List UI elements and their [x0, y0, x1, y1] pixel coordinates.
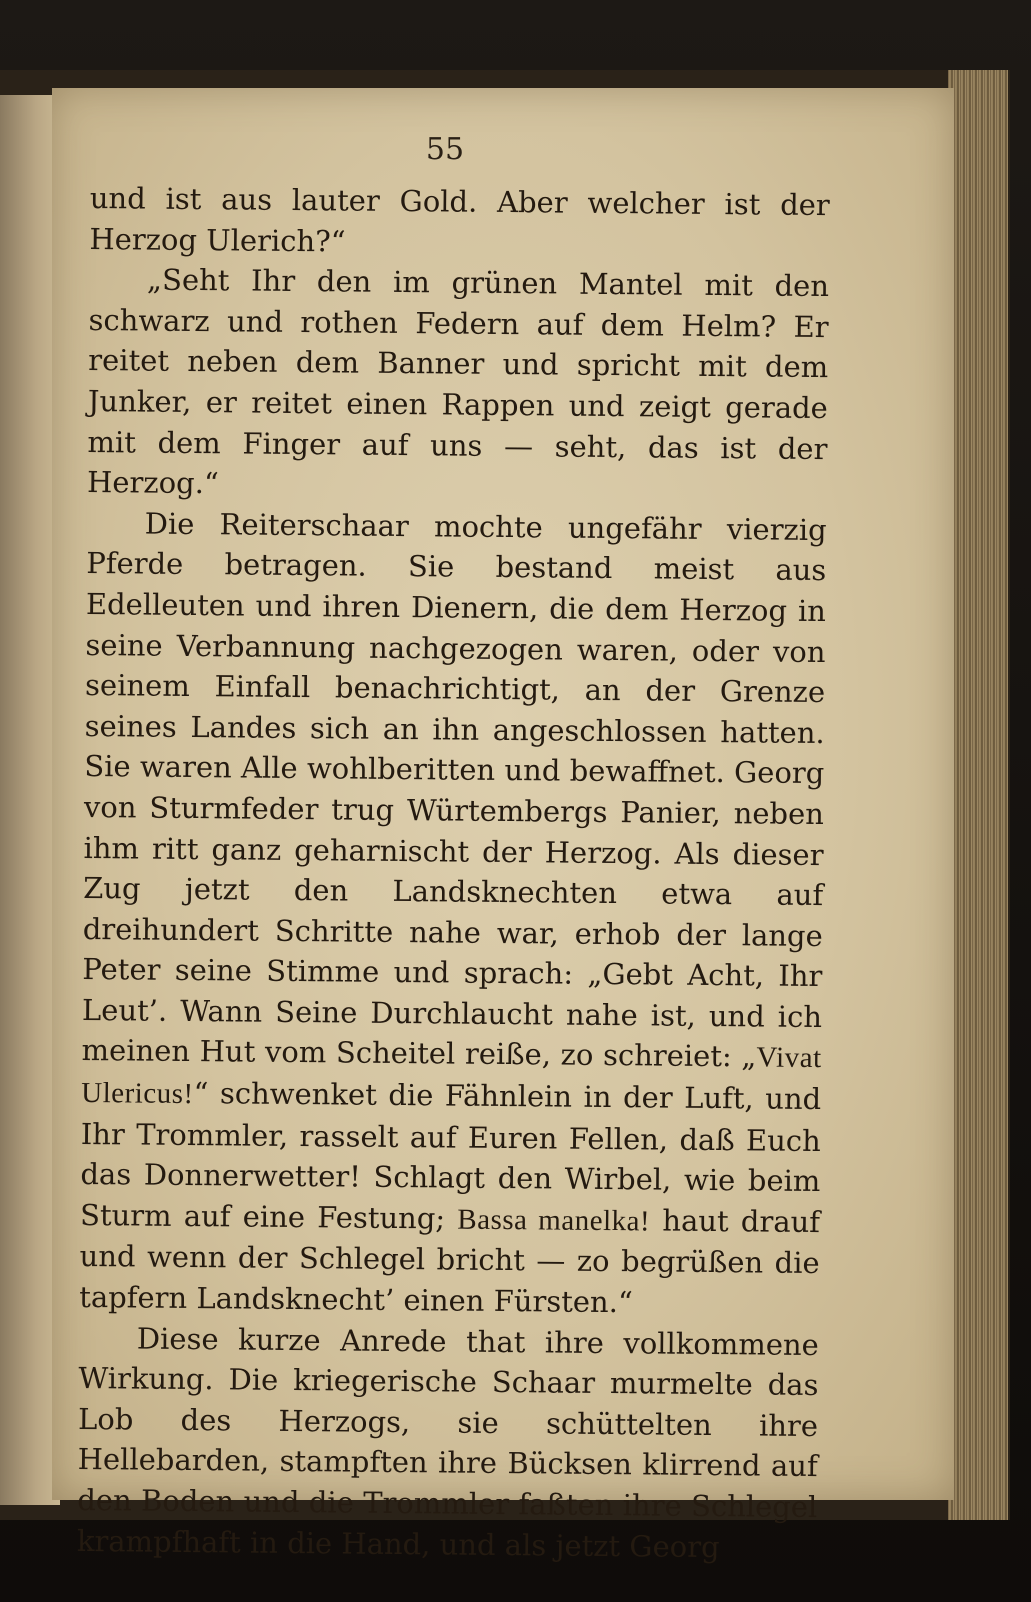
- page-block-edge: [948, 70, 1008, 1520]
- antiqua-phrase: Vivat Ulericus!: [81, 1041, 822, 1111]
- gutter-margin: [0, 95, 60, 1505]
- paragraph: [79, 503, 827, 1325]
- paragraph: Diese kurze Anrede that ihre vollkommene Wirkung. Die kriegerische Schaar murmelte das Lob des Herzogs, sie schüttelten ihre Hellebarden, stampften ihre Bücksen klirrend auf den Boden und die Trommler faßten ihre Schlegel krampfhaft in die Hand, und als jetzt Georg: [76, 1321, 819, 1564]
- paragraph-text: Die Reiterschaar mochte ungefähr vierzig Pferde betragen. Sie bestand meist aus Edelleuten und ihren Dienern, die dem Herzog in seine Verbannung nachgezogen waren, oder von seinem Einfall benachrichtigt, an der Grenze seines Landes sich an ihn angeschlossen hatten. Sie waren Alle wohlberitten und bewaffnet. Georg von Sturmfeder trug Würtembergs Panier, neben ihm ritt ganz geharnischt der Herzog. Als dieser Zug jetzt den Landsknechten etwa auf dreihundert Schritte nahe war, erhob der lange Peter seine Stimme und sprach: „Gebt Acht, Ihr Leut’. Wann Seine Durchlaucht nahe ist, und ich meinen Hut vom Scheitel reiße, zo schreiet: „: [81, 506, 827, 1074]
- body-text: [77, 178, 830, 1568]
- antiqua-phrase: Bassa manelka!: [457, 1203, 651, 1238]
- page-number: 55: [425, 132, 465, 167]
- paragraph-text: haut drauf und wenn der Schlegel bricht — zo begrüßen die tapfern Landsknecht’ einen Fürsten.“: [79, 1203, 821, 1320]
- paragraph: und ist aus lauter Gold. Aber welcher ist der Herzog Ulerich?“: [89, 180, 830, 259]
- paragraph: „Seht Ihr den im grünen Mantel mit den schwarz und rothen Federn auf dem Helm? Er reitet neben dem Banner und spricht mit dem Junker, er reitet einen Rappen und zeigt gerade mit dem Finger auf uns — seht, das ist der Herzog.“: [86, 262, 830, 501]
- paragraph-text: “ schwenket die Fähnlein in der Luft, und Ihr Trommler, rasselt auf Euren Fellen, daß Euch das Donnerwetter! Schlagt den Wirbel, wie beim Sturm auf eine Festung;: [79, 1076, 822, 1236]
